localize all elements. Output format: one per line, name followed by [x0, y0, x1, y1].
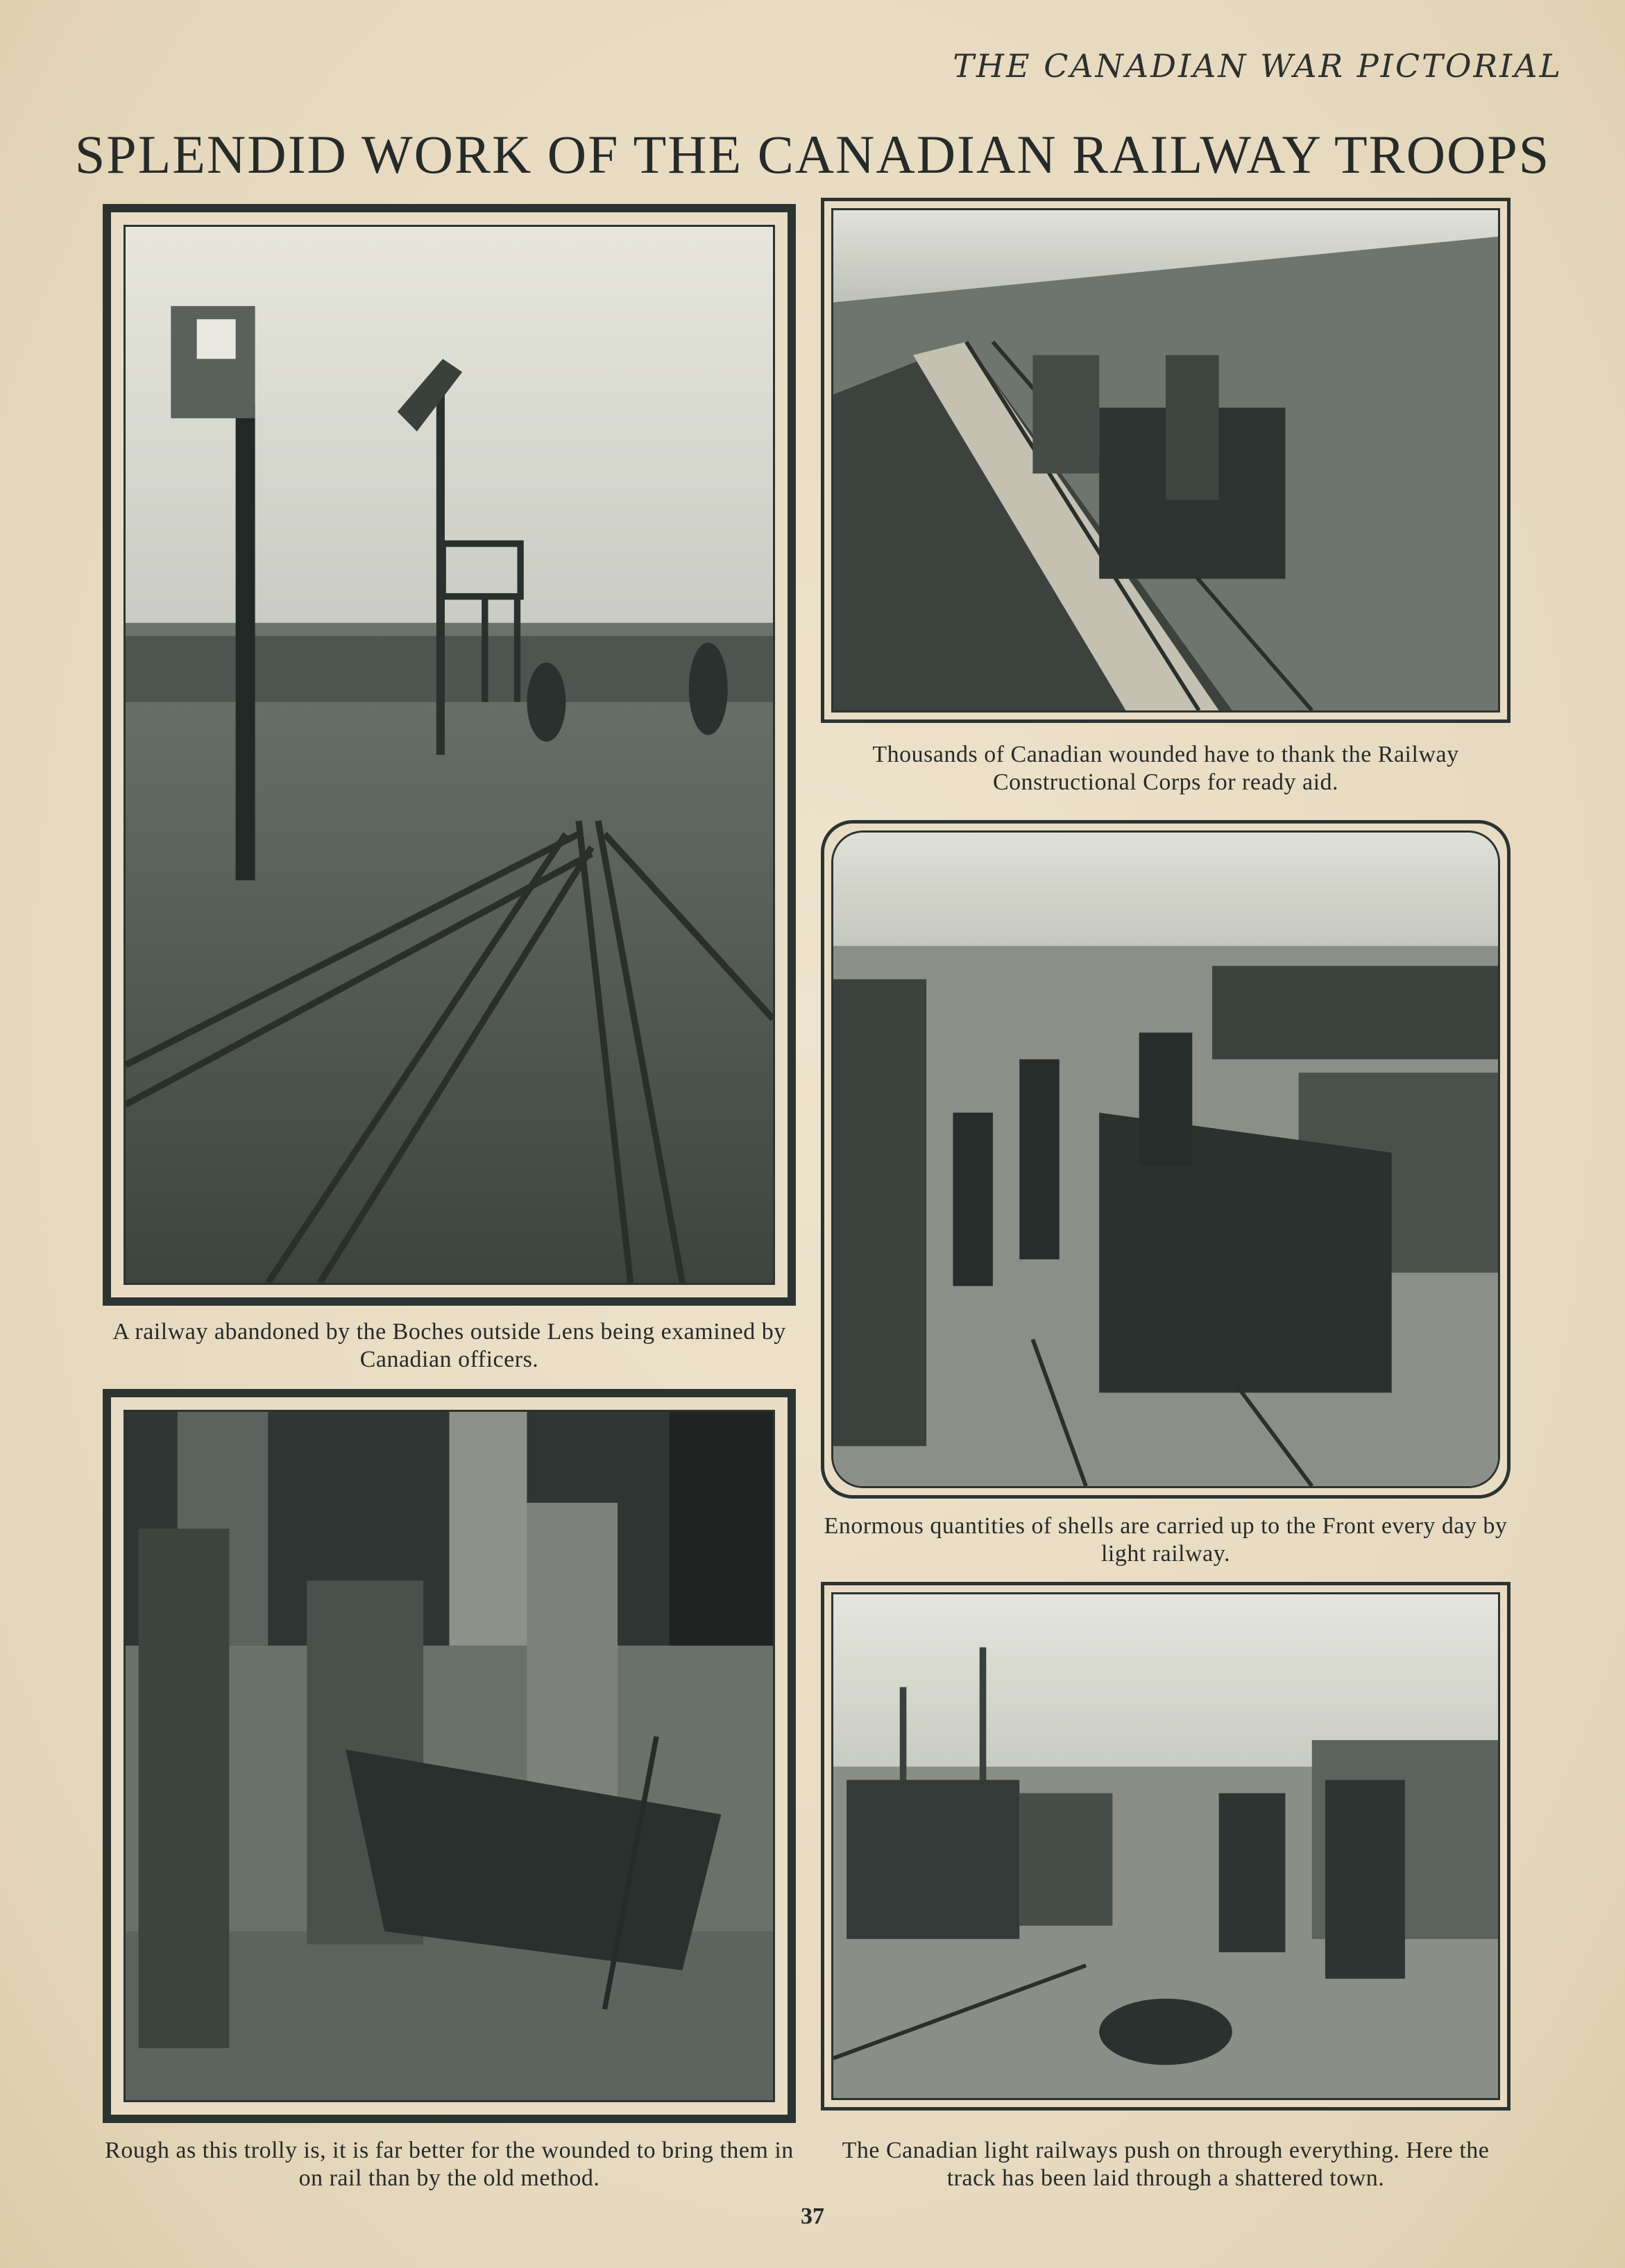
rough-trolly-image — [126, 1412, 773, 2100]
page-title: SPLENDID WORK OF THE CANADIAN RAILWAY TROOPS — [74, 124, 1551, 185]
running-head: THE CANADIAN WAR PICTORIAL — [953, 47, 1563, 85]
photo-abandoned-railway — [103, 204, 796, 1306]
shells-image — [833, 833, 1498, 1486]
page-number: 37 — [801, 2203, 824, 2229]
caption-trolley-wounded: Thousands of Canadian wounded have to thank the Railway Constructional Corps for ready aid. — [872, 742, 1459, 795]
caption-abandoned-railway: A railway abandoned by the Boches outside Lens being examined by Canadian officers. — [112, 1319, 786, 1372]
caption-rough-trolly: Rough as this trolly is, it is far better for the wounded to bring them in on rail than by the old method. — [105, 2138, 794, 2191]
photo-rough-trolly — [103, 1389, 796, 2123]
caption-shells: Enormous quantities of shells are carried up to the Front every day by light railway. — [824, 1513, 1508, 1567]
abandoned-railway-image — [126, 227, 773, 1283]
caption-shattered-town: The Canadian light railways push on through everything. Here the track has been laid through a shattered town. — [842, 2138, 1490, 2191]
shattered-town-image — [833, 1594, 1498, 2098]
trolley-image — [833, 210, 1498, 710]
photo-shells — [821, 820, 1511, 1499]
photo-trolley-wounded — [821, 198, 1511, 723]
photo-shattered-town — [821, 1582, 1511, 2111]
